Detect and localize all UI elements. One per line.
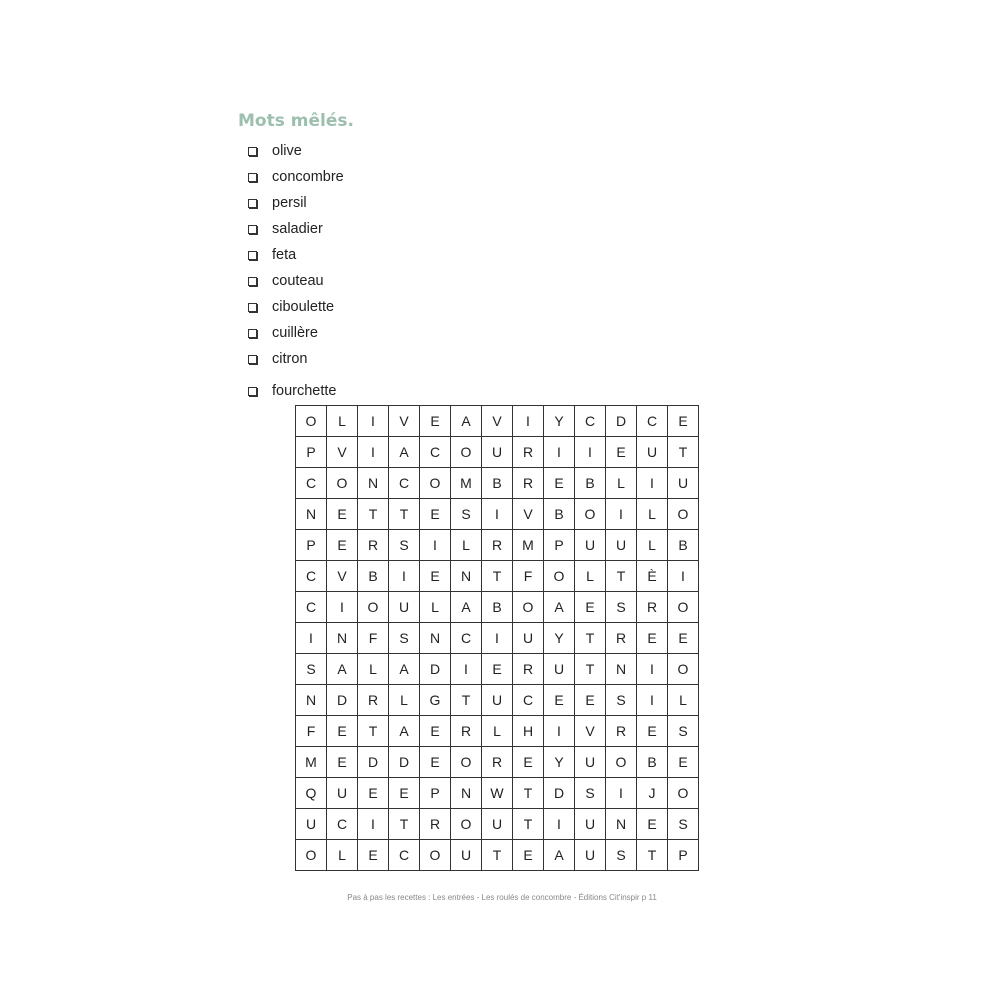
grid-cell[interactable]: C bbox=[327, 809, 358, 840]
grid-cell[interactable]: F bbox=[513, 561, 544, 592]
grid-cell[interactable]: R bbox=[451, 716, 482, 747]
grid-cell[interactable]: I bbox=[544, 437, 575, 468]
grid-cell[interactable]: E bbox=[544, 685, 575, 716]
word-search-grid bbox=[295, 405, 699, 871]
grid-cell[interactable]: O bbox=[327, 468, 358, 499]
grid-cell[interactable]: L bbox=[482, 716, 513, 747]
grid-cell[interactable]: I bbox=[544, 809, 575, 840]
grid-cell[interactable]: A bbox=[544, 592, 575, 623]
grid-cell[interactable]: I bbox=[544, 716, 575, 747]
grid-cell[interactable]: I bbox=[296, 623, 327, 654]
grid-cell[interactable]: C bbox=[389, 840, 420, 871]
grid-row bbox=[296, 530, 699, 561]
grid-cell[interactable]: S bbox=[668, 809, 699, 840]
word-item[interactable] bbox=[247, 216, 344, 242]
grid-cell[interactable]: S bbox=[389, 530, 420, 561]
grid-row bbox=[296, 437, 699, 468]
grid-cell[interactable]: E bbox=[668, 747, 699, 778]
grid-cell[interactable]: U bbox=[544, 654, 575, 685]
word-label: concombre bbox=[272, 169, 344, 185]
grid-cell[interactable]: L bbox=[358, 654, 389, 685]
grid-cell[interactable]: J bbox=[637, 778, 668, 809]
grid-cell[interactable]: R bbox=[482, 530, 513, 561]
grid-cell[interactable]: T bbox=[575, 623, 606, 654]
grid-cell[interactable]: O bbox=[544, 561, 575, 592]
grid-cell[interactable]: U bbox=[389, 592, 420, 623]
grid-row bbox=[296, 840, 699, 871]
grid-cell[interactable]: N bbox=[451, 778, 482, 809]
grid-cell[interactable]: E bbox=[575, 685, 606, 716]
grid-cell[interactable]: N bbox=[296, 499, 327, 530]
checkbox-icon[interactable] bbox=[248, 277, 257, 286]
grid-row bbox=[296, 406, 699, 437]
grid-cell[interactable]: D bbox=[606, 406, 637, 437]
grid-cell[interactable]: G bbox=[420, 685, 451, 716]
grid-cell[interactable]: I bbox=[420, 530, 451, 561]
grid-cell[interactable]: I bbox=[358, 809, 389, 840]
grid-cell[interactable]: P bbox=[544, 530, 575, 561]
grid-cell[interactable]: U bbox=[482, 685, 513, 716]
grid-row bbox=[296, 561, 699, 592]
grid-cell[interactable]: I bbox=[482, 499, 513, 530]
grid-cell[interactable]: R bbox=[513, 468, 544, 499]
grid-cell[interactable]: D bbox=[358, 747, 389, 778]
grid-row bbox=[296, 747, 699, 778]
grid-cell[interactable]: E bbox=[420, 499, 451, 530]
grid-cell[interactable]: U bbox=[482, 437, 513, 468]
grid-cell[interactable]: P bbox=[420, 778, 451, 809]
grid-cell[interactable]: L bbox=[451, 530, 482, 561]
grid-cell[interactable]: I bbox=[606, 778, 637, 809]
word-list bbox=[247, 138, 344, 404]
grid-cell[interactable]: E bbox=[420, 716, 451, 747]
grid-cell[interactable]: T bbox=[637, 840, 668, 871]
grid-cell[interactable]: R bbox=[358, 530, 389, 561]
word-label: persil bbox=[272, 195, 307, 211]
word-label: fourchette bbox=[272, 383, 337, 399]
grid-cell[interactable]: T bbox=[668, 437, 699, 468]
grid-cell[interactable]: F bbox=[358, 623, 389, 654]
grid-cell[interactable]: P bbox=[296, 530, 327, 561]
grid-cell[interactable]: E bbox=[544, 468, 575, 499]
grid-cell[interactable]: U bbox=[575, 840, 606, 871]
grid-cell[interactable]: R bbox=[637, 592, 668, 623]
checkbox-icon[interactable] bbox=[248, 387, 257, 396]
grid-cell[interactable]: O bbox=[668, 778, 699, 809]
grid-cell[interactable]: A bbox=[451, 592, 482, 623]
grid-cell[interactable]: I bbox=[327, 592, 358, 623]
grid-cell[interactable]: I bbox=[668, 561, 699, 592]
grid-cell[interactable]: L bbox=[668, 685, 699, 716]
grid-cell[interactable]: O bbox=[668, 499, 699, 530]
grid-cell[interactable]: E bbox=[637, 623, 668, 654]
grid-cell[interactable]: T bbox=[358, 716, 389, 747]
grid-cell[interactable]: S bbox=[575, 778, 606, 809]
grid-cell[interactable]: E bbox=[327, 530, 358, 561]
grid-cell[interactable]: R bbox=[606, 623, 637, 654]
grid-cell[interactable]: H bbox=[513, 716, 544, 747]
grid-cell[interactable]: R bbox=[358, 685, 389, 716]
grid-cell[interactable]: U bbox=[513, 623, 544, 654]
word-item[interactable] bbox=[247, 268, 344, 294]
word-item[interactable] bbox=[247, 346, 344, 372]
grid-cell[interactable]: U bbox=[637, 437, 668, 468]
grid-row bbox=[296, 778, 699, 809]
grid-cell[interactable]: U bbox=[451, 840, 482, 871]
grid-cell[interactable]: T bbox=[389, 809, 420, 840]
grid-cell[interactable]: N bbox=[420, 623, 451, 654]
grid-cell[interactable]: I bbox=[606, 499, 637, 530]
page-title: Mots mêlés. bbox=[238, 111, 354, 131]
grid-cell[interactable]: C bbox=[513, 685, 544, 716]
word-label: couteau bbox=[272, 273, 324, 289]
grid-cell[interactable]: T bbox=[575, 654, 606, 685]
word-label: saladier bbox=[272, 221, 323, 237]
grid-row bbox=[296, 654, 699, 685]
grid-cell[interactable]: S bbox=[606, 840, 637, 871]
grid-cell[interactable]: T bbox=[482, 840, 513, 871]
word-label: cuillère bbox=[272, 325, 318, 341]
grid-cell[interactable]: U bbox=[575, 530, 606, 561]
word-label: feta bbox=[272, 247, 297, 263]
grid-cell[interactable]: S bbox=[668, 716, 699, 747]
grid-cell[interactable]: A bbox=[389, 437, 420, 468]
grid-cell[interactable]: D bbox=[420, 654, 451, 685]
grid-cell[interactable]: C bbox=[451, 623, 482, 654]
grid-cell[interactable]: M bbox=[296, 747, 327, 778]
grid-cell[interactable]: R bbox=[420, 809, 451, 840]
word-item[interactable] bbox=[247, 294, 344, 320]
word-item[interactable] bbox=[247, 190, 344, 216]
checkbox-icon[interactable] bbox=[248, 147, 257, 156]
grid-cell[interactable]: A bbox=[389, 654, 420, 685]
grid-cell[interactable]: B bbox=[482, 468, 513, 499]
grid-cell[interactable]: U bbox=[482, 809, 513, 840]
grid-cell[interactable]: L bbox=[637, 499, 668, 530]
grid-cell[interactable]: V bbox=[327, 437, 358, 468]
grid-cell[interactable]: S bbox=[451, 499, 482, 530]
grid-cell[interactable]: A bbox=[451, 406, 482, 437]
grid-cell[interactable]: U bbox=[296, 809, 327, 840]
grid-cell[interactable]: L bbox=[575, 561, 606, 592]
grid-cell[interactable]: I bbox=[358, 406, 389, 437]
grid-cell[interactable]: R bbox=[513, 654, 544, 685]
grid-cell[interactable]: C bbox=[389, 468, 420, 499]
grid-cell[interactable]: O bbox=[451, 437, 482, 468]
grid-cell[interactable]: E bbox=[637, 716, 668, 747]
grid-cell[interactable]: I bbox=[389, 561, 420, 592]
grid-cell[interactable]: S bbox=[296, 654, 327, 685]
checkbox-icon[interactable] bbox=[248, 329, 257, 338]
grid-cell[interactable]: L bbox=[327, 406, 358, 437]
grid-cell[interactable]: V bbox=[482, 406, 513, 437]
grid-cell[interactable]: L bbox=[606, 468, 637, 499]
grid-cell[interactable]: O bbox=[668, 654, 699, 685]
grid-cell[interactable]: O bbox=[513, 592, 544, 623]
grid-cell[interactable]: L bbox=[327, 840, 358, 871]
grid-cell[interactable]: T bbox=[482, 561, 513, 592]
grid-cell[interactable]: L bbox=[420, 592, 451, 623]
grid-cell[interactable]: C bbox=[575, 406, 606, 437]
page-footer: Pas à pas les recettes : Les entrées - Les roulés de concombre - Éditions Cit'inspir p 11 bbox=[347, 893, 657, 902]
grid-cell[interactable]: E bbox=[358, 840, 389, 871]
grid-cell[interactable]: Y bbox=[544, 747, 575, 778]
grid-cell[interactable]: E bbox=[327, 747, 358, 778]
grid-cell[interactable]: N bbox=[451, 561, 482, 592]
grid-cell[interactable]: M bbox=[513, 530, 544, 561]
grid-cell[interactable]: C bbox=[296, 561, 327, 592]
grid-cell[interactable]: O bbox=[668, 592, 699, 623]
grid-cell[interactable]: C bbox=[296, 468, 327, 499]
grid-cell[interactable]: V bbox=[575, 716, 606, 747]
grid-cell[interactable]: E bbox=[389, 778, 420, 809]
grid-cell[interactable]: T bbox=[358, 499, 389, 530]
grid-cell[interactable]: R bbox=[513, 437, 544, 468]
grid-cell[interactable]: I bbox=[637, 654, 668, 685]
grid-cell[interactable]: V bbox=[327, 561, 358, 592]
word-item[interactable] bbox=[247, 138, 344, 164]
grid-cell[interactable]: E bbox=[482, 654, 513, 685]
grid-cell[interactable]: U bbox=[668, 468, 699, 499]
word-label: citron bbox=[272, 351, 308, 367]
checkbox-icon[interactable] bbox=[248, 355, 257, 364]
grid-cell[interactable]: E bbox=[668, 623, 699, 654]
grid-cell[interactable]: E bbox=[420, 747, 451, 778]
grid-cell[interactable]: E bbox=[513, 840, 544, 871]
grid-cell[interactable]: O bbox=[420, 468, 451, 499]
grid-cell[interactable]: I bbox=[358, 437, 389, 468]
word-item[interactable] bbox=[247, 164, 344, 190]
grid-cell[interactable]: E bbox=[420, 406, 451, 437]
grid-cell[interactable]: Y bbox=[544, 406, 575, 437]
grid-cell[interactable]: T bbox=[513, 778, 544, 809]
grid-cell[interactable]: B bbox=[482, 592, 513, 623]
grid-cell[interactable]: R bbox=[482, 747, 513, 778]
grid-cell[interactable]: E bbox=[327, 499, 358, 530]
grid-cell[interactable]: D bbox=[327, 685, 358, 716]
grid-cell[interactable]: È bbox=[637, 561, 668, 592]
grid-cell[interactable]: T bbox=[389, 499, 420, 530]
grid-cell[interactable]: V bbox=[513, 499, 544, 530]
grid-cell[interactable]: N bbox=[296, 685, 327, 716]
word-item[interactable] bbox=[247, 378, 344, 404]
grid-cell[interactable]: S bbox=[606, 592, 637, 623]
grid-row bbox=[296, 685, 699, 716]
grid-cell[interactable]: L bbox=[389, 685, 420, 716]
checkbox-icon[interactable] bbox=[248, 199, 257, 208]
grid-cell[interactable]: O bbox=[606, 747, 637, 778]
grid-cell[interactable]: C bbox=[296, 592, 327, 623]
grid-cell[interactable]: U bbox=[575, 747, 606, 778]
grid-cell[interactable]: I bbox=[482, 623, 513, 654]
grid-row bbox=[296, 499, 699, 530]
grid-cell[interactable]: O bbox=[358, 592, 389, 623]
grid-cell[interactable]: I bbox=[513, 406, 544, 437]
grid-cell[interactable]: P bbox=[668, 840, 699, 871]
grid-cell[interactable]: O bbox=[420, 840, 451, 871]
grid-cell[interactable]: A bbox=[327, 654, 358, 685]
grid-cell[interactable]: M bbox=[451, 468, 482, 499]
grid-cell[interactable]: I bbox=[637, 685, 668, 716]
grid-cell[interactable]: L bbox=[637, 530, 668, 561]
grid-cell[interactable]: O bbox=[451, 747, 482, 778]
grid-row bbox=[296, 809, 699, 840]
grid-cell[interactable]: I bbox=[575, 437, 606, 468]
grid-row bbox=[296, 468, 699, 499]
grid-cell[interactable]: O bbox=[575, 499, 606, 530]
grid-cell[interactable]: R bbox=[606, 716, 637, 747]
checkbox-icon[interactable] bbox=[248, 251, 257, 260]
grid-cell[interactable]: N bbox=[606, 809, 637, 840]
grid-cell[interactable]: E bbox=[637, 809, 668, 840]
grid-cell[interactable]: E bbox=[358, 778, 389, 809]
grid-row bbox=[296, 623, 699, 654]
grid-cell[interactable]: S bbox=[606, 685, 637, 716]
grid-cell[interactable]: B bbox=[575, 468, 606, 499]
grid-cell[interactable]: D bbox=[389, 747, 420, 778]
grid-cell[interactable]: A bbox=[544, 840, 575, 871]
checkbox-icon[interactable] bbox=[248, 303, 257, 312]
grid-cell[interactable]: T bbox=[513, 809, 544, 840]
grid-cell[interactable]: D bbox=[544, 778, 575, 809]
grid-cell[interactable]: B bbox=[544, 499, 575, 530]
grid-cell[interactable]: T bbox=[606, 561, 637, 592]
word-label: olive bbox=[272, 143, 302, 159]
grid-cell[interactable]: U bbox=[606, 530, 637, 561]
grid-cell[interactable]: E bbox=[420, 561, 451, 592]
grid-cell[interactable]: V bbox=[389, 406, 420, 437]
grid-row bbox=[296, 716, 699, 747]
grid-cell[interactable]: U bbox=[327, 778, 358, 809]
grid-cell[interactable]: I bbox=[451, 654, 482, 685]
grid-cell[interactable]: N bbox=[358, 468, 389, 499]
grid-cell[interactable]: S bbox=[389, 623, 420, 654]
grid-cell[interactable]: Q bbox=[296, 778, 327, 809]
grid-cell[interactable]: C bbox=[420, 437, 451, 468]
grid-cell[interactable]: A bbox=[389, 716, 420, 747]
grid-cell[interactable]: O bbox=[296, 840, 327, 871]
word-item[interactable] bbox=[247, 320, 344, 346]
grid-cell[interactable]: B bbox=[637, 747, 668, 778]
grid-cell[interactable]: N bbox=[327, 623, 358, 654]
grid-cell[interactable]: U bbox=[575, 809, 606, 840]
grid-cell[interactable]: N bbox=[606, 654, 637, 685]
grid-cell[interactable]: Y bbox=[544, 623, 575, 654]
grid-cell[interactable]: P bbox=[296, 437, 327, 468]
grid-cell[interactable]: B bbox=[668, 530, 699, 561]
grid-cell[interactable]: O bbox=[296, 406, 327, 437]
grid-cell[interactable]: E bbox=[327, 716, 358, 747]
grid-cell[interactable]: E bbox=[575, 592, 606, 623]
word-label: ciboulette bbox=[272, 299, 335, 315]
grid-cell[interactable]: B bbox=[358, 561, 389, 592]
grid-cell[interactable]: C bbox=[637, 406, 668, 437]
grid-row bbox=[296, 592, 699, 623]
grid-cell[interactable]: O bbox=[451, 809, 482, 840]
grid-cell[interactable]: W bbox=[482, 778, 513, 809]
grid-cell[interactable]: E bbox=[513, 747, 544, 778]
grid-cell[interactable]: F bbox=[296, 716, 327, 747]
grid-cell[interactable]: E bbox=[668, 406, 699, 437]
checkbox-icon[interactable] bbox=[248, 225, 257, 234]
grid-cell[interactable]: I bbox=[637, 468, 668, 499]
grid-cell[interactable]: E bbox=[606, 437, 637, 468]
grid-cell[interactable]: T bbox=[451, 685, 482, 716]
word-item[interactable] bbox=[247, 242, 344, 268]
checkbox-icon[interactable] bbox=[248, 173, 257, 182]
